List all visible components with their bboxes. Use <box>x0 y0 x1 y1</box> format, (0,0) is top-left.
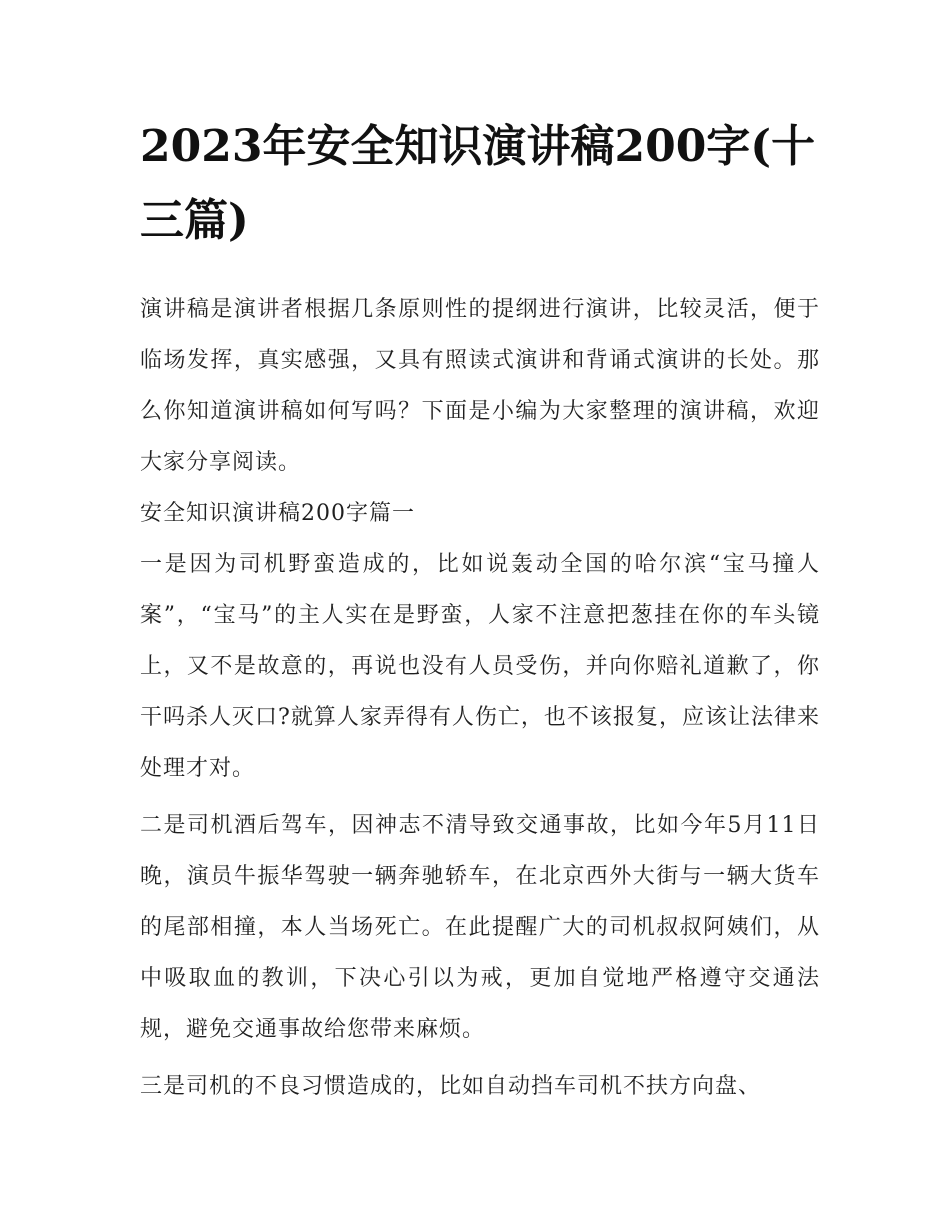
intro-paragraph: 演讲稿是演讲者根据几条原则性的提纲进行演讲，比较灵活，便于临场发挥，真实感强，又具有照读式演讲和背诵式演讲的长处。那么你知道演讲稿如何写吗？下面是小编为大家整理的演讲稿，欢迎大家分享阅读。 <box>140 297 820 475</box>
body-paragraph-3: 三是司机的不良习惯造成的，比如自动挡车司机不扶方向盘、 <box>140 1074 762 1099</box>
document-body <box>140 284 820 1112</box>
document-title: 2023年安全知识演讲稿200字(十三篇) <box>140 121 816 246</box>
body-paragraph-2: 二是司机酒后驾车，因神志不清导致交通事故，比如今年5月11日晚，演员牛振华驾驶一辆奔驰轿车，在北京西外大街与一辆大货车的尾部相撞，本人当场死亡。在此提醒广大的司机叔叔阿姨们，从中吸取血的教训，下决心引以为戒，更加自觉地严格遵守交通法规，避免交通事故给您带来麻烦。 <box>140 813 820 1042</box>
body-paragraph-1: 一是因为司机野蛮造成的，比如说轰动全国的哈尔滨“宝马撞人案”，“宝马”的主人实在是野蛮，人家不注意把葱挂在你的车头镜上，又不是故意的，再说也没有人员受伤，并向你赔礼道歉了，你干吗杀人灭口?就算人家弄得有人伤亡，也不该报复，应该让法律来处理才对。 <box>140 552 820 781</box>
section-heading: 安全知识演讲稿200字篇一 <box>140 501 415 526</box>
document-page <box>140 110 820 1112</box>
